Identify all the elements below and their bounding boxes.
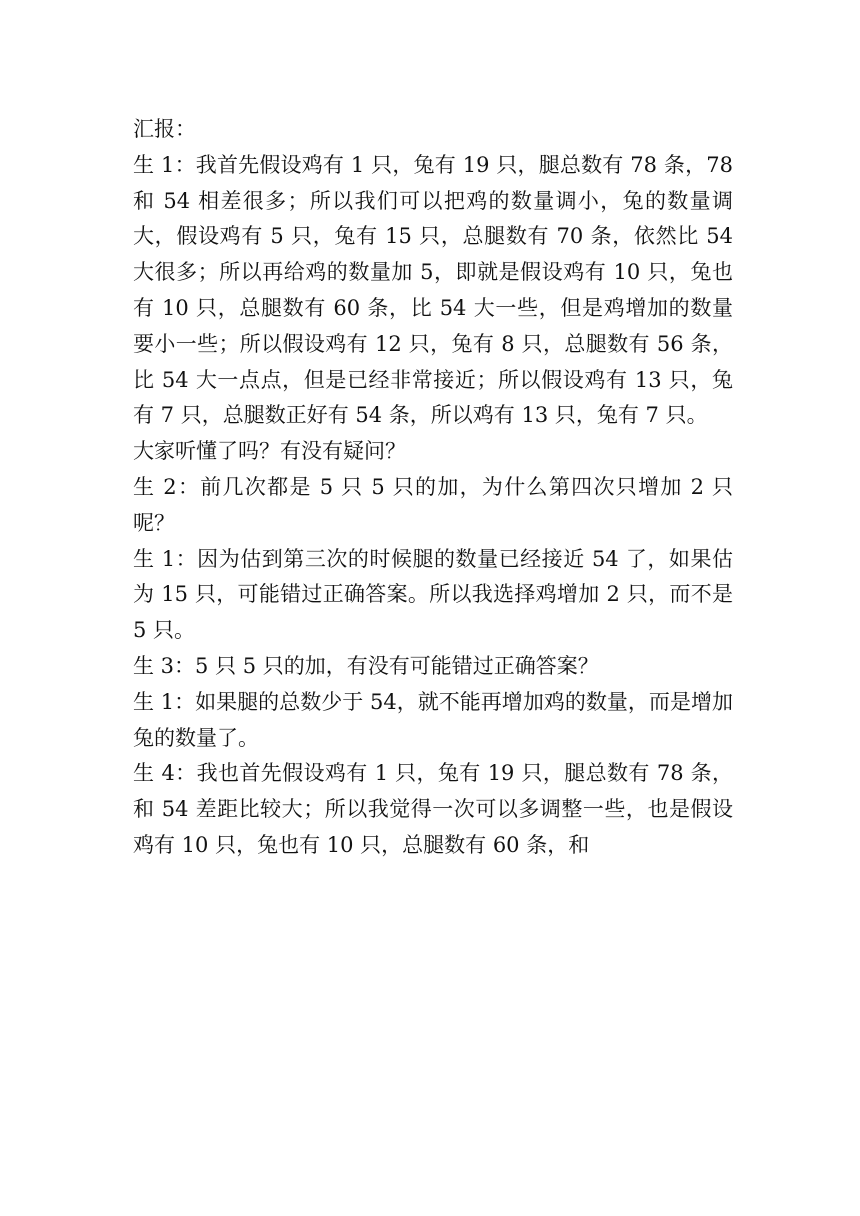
- document-body: [133, 112, 733, 864]
- paragraph-student2-question: 生 2：前几次都是 5 只 5 只的加，为什么第四次只增加 2 只呢？: [133, 474, 733, 535]
- paragraph-student3-question: 生 3：5 只 5 只的加，有没有可能错过正确答案？: [133, 653, 599, 678]
- paragraph-student1-answer: 生 1：因为估到第三次的时候腿的数量已经接近 54 了，如果估为 15 只，可能错过正确答案。所以我选择鸡增加 2 只，而不是 5 只。: [133, 546, 733, 643]
- paragraph-teacher-question: 大家听懂了吗？有没有疑问？: [133, 439, 406, 464]
- paragraph-student1-reply: 生 1：如果腿的总数少于 54，就不能再增加鸡的数量，而是增加兔的数量了。: [133, 689, 733, 750]
- report-heading: 汇报：: [133, 117, 196, 141]
- paragraph-student4-report: 生 4：我也首先假设鸡有 1 只，兔有 19 只，腿总数有 78 条，和 54 差距比较大；所以我觉得一次可以多调整一些，也是假设鸡有 10 只，兔也有 10 只，总腿数有 60 条，和: [133, 761, 733, 857]
- paragraph-student1-report: 生 1：我首先假设鸡有 1 只，兔有 19 只，腿总数有 78 条，78 和 54 相差很多；所以我们可以把鸡的数量调小，兔的数量调大，假设鸡有 5 只，兔有 15 只，总腿数有 70 条，依然比 54 大很多；所以再给鸡的数量加 5，即就是假设鸡有 10 只，兔也有 10 只，总腿数有 60 条，比 54 大一些，但是鸡增加的数量要小一些；所以假设鸡有 12 只，兔有 8 只，总腿数有 56 条，比 54 大一点点，但是已经非常接近；所以假设鸡有 13 只，兔有 7 只，总腿数正好有 54 条，所以鸡有 13 只，兔有 7 只。: [133, 152, 733, 428]
